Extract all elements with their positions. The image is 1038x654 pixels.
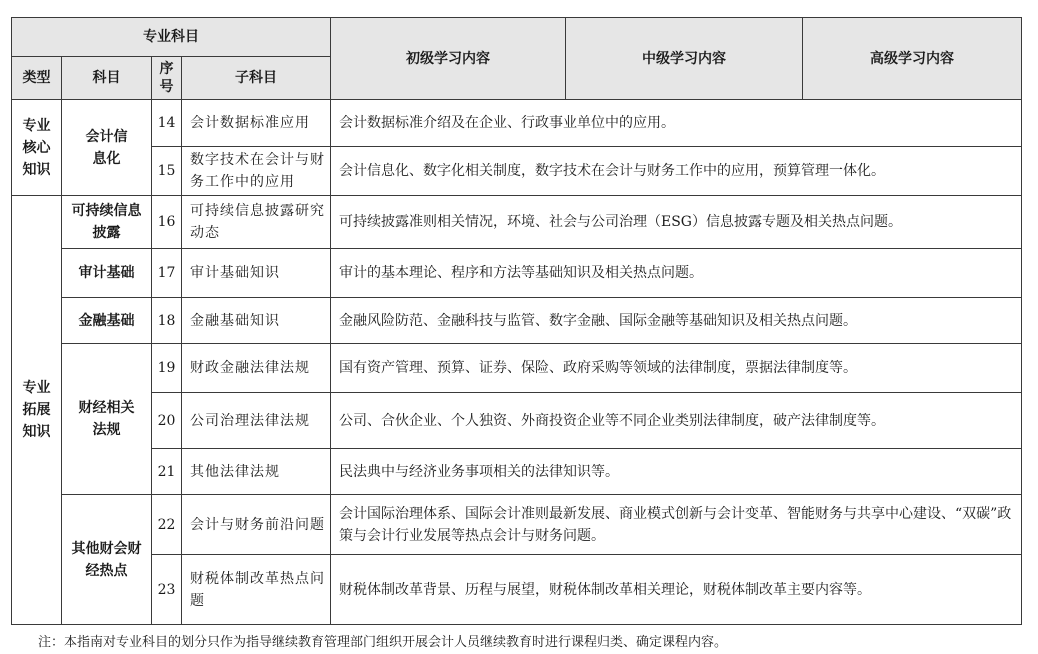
row-sub-subject: 财税体制改革热点问题 [182, 555, 331, 625]
row-content: 国有资产管理、预算、证券、保险、政府采购等领域的法律制度，票据法律制度等。 [331, 344, 1022, 393]
row-seq: 17 [152, 249, 182, 298]
subject-sustainability-disclosure: 可持续信息披露 [62, 196, 152, 249]
row-seq: 19 [152, 344, 182, 393]
row-sub-subject: 会计数据标准应用 [182, 100, 331, 147]
subject-finance-basics: 金融基础 [62, 298, 152, 344]
row-content: 金融风险防范、金融科技与监管、数字金融、国际金融等基础知识及相关热点问题。 [331, 298, 1022, 344]
header-group: 专业科目 [12, 18, 331, 57]
header-advanced: 高级学习内容 [803, 18, 1022, 100]
row-sub-subject: 金融基础知识 [182, 298, 331, 344]
row-seq: 21 [152, 449, 182, 495]
row-content: 会计国际治理体系、国际会计准则最新发展、商业模式创新与会计变革、智能财务与共享中心建设、“双碳”政策与会计行业发展等热点会计与财务问题。 [331, 495, 1022, 555]
row-content: 会计数据标准介绍及在企业、行政事业单位中的应用。 [331, 100, 1022, 147]
row-content: 审计的基本理论、程序和方法等基础知识及相关热点问题。 [331, 249, 1022, 298]
subject-accounting-informatization: 会计信息化 [62, 100, 152, 196]
row-seq: 23 [152, 555, 182, 625]
header-seq: 序号 [152, 57, 182, 100]
row-content: 民法典中与经济业务事项相关的法律知识等。 [331, 449, 1022, 495]
row-content: 财税体制改革背景、历程与展望，财税体制改革相关理论，财税体制改革主要内容等。 [331, 555, 1022, 625]
subject-audit-basics: 审计基础 [62, 249, 152, 298]
header-category: 类型 [12, 57, 62, 100]
row-content: 公司、合伙企业、个人独资、外商投资企业等不同企业类别法律制度，破产法律制度等。 [331, 393, 1022, 449]
row-seq: 20 [152, 393, 182, 449]
header-subsubject: 子科目 [182, 57, 331, 100]
row-sub-subject: 审计基础知识 [182, 249, 331, 298]
row-content: 可持续披露准则相关情况，环境、社会与公司治理（ESG）信息披露专题及相关热点问题。 [331, 196, 1022, 249]
header-intermediate: 中级学习内容 [566, 18, 803, 100]
row-sub-subject: 公司治理法律法规 [182, 393, 331, 449]
syllabus-table [11, 17, 1022, 625]
row-sub-subject: 财政金融法律法规 [182, 344, 331, 393]
header-beginner: 初级学习内容 [331, 18, 566, 100]
row-sub-subject: 会计与财务前沿问题 [182, 495, 331, 555]
row-seq: 15 [152, 147, 182, 196]
footnote: 注：本指南对专业科目的划分只作为指导继续教育管理部门组织开展会计人员继续教育时进行课程归类、确定课程内容。 [38, 635, 728, 650]
subject-finance-regulations: 财经相关法规 [62, 344, 152, 495]
row-seq: 16 [152, 196, 182, 249]
row-sub-subject: 数字技术在会计与财务工作中的应用 [182, 147, 331, 196]
row-sub-subject: 可持续信息披露研究动态 [182, 196, 331, 249]
subject-other-hot-topics: 其他财会财经热点 [62, 495, 152, 625]
header-subject: 科目 [62, 57, 152, 100]
row-seq: 14 [152, 100, 182, 147]
row-seq: 22 [152, 495, 182, 555]
category-extended: 专业拓展知识 [12, 196, 62, 625]
category-core: 专业核心知识 [12, 100, 62, 196]
row-sub-subject: 其他法律法规 [182, 449, 331, 495]
row-content: 会计信息化、数字化相关制度，数字技术在会计与财务工作中的应用，预算管理一体化。 [331, 147, 1022, 196]
row-seq: 18 [152, 298, 182, 344]
